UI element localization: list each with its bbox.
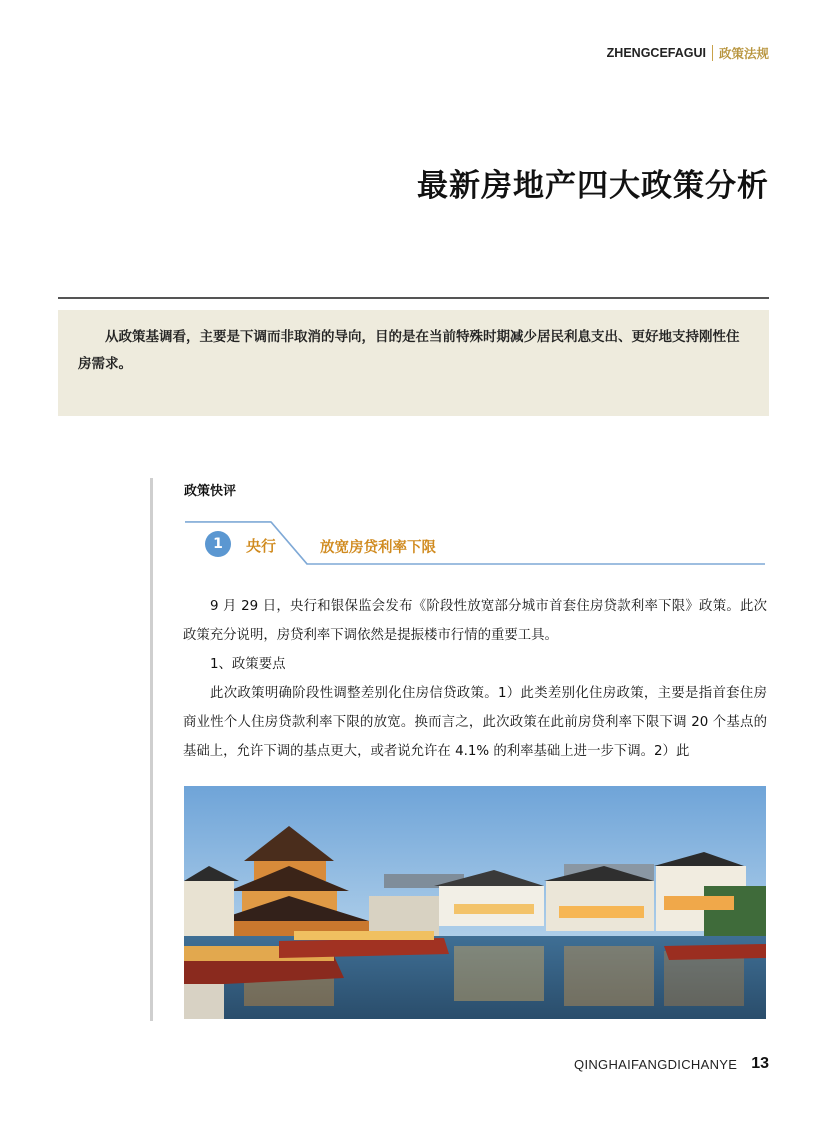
running-footer xyxy=(574,1055,769,1073)
paragraph: 9 月 29 日，央行和银保监会发布《阶段性放宽部分城市首套住房贷款利率下限》政策。此次政策充分说明，房贷利率下调依然是提振楼市行情的重要工具。 xyxy=(183,599,767,643)
section-name-en: ZHENGCEFAGUI xyxy=(606,46,706,60)
running-header xyxy=(607,44,769,62)
paragraph: 此次政策明确阶段性调整差别化住房信贷政策。1）此类差别化住房政策，主要是指首套住房商业性个人住房贷款利率下限的放宽。换而言之，此次政策在此前房贷利率下限下调 20 个基点的基础上，允许下调的基点更大，或者说允许在 4.1% 的利率基础上进一步下调。2）此 xyxy=(183,686,767,759)
page-number: 13 xyxy=(751,1055,769,1072)
subheading: 1、政策要点 xyxy=(210,657,286,672)
body-text xyxy=(183,592,767,766)
title-rule xyxy=(58,297,769,299)
section-label: 政策快评 xyxy=(184,484,237,499)
banner-number: 1 xyxy=(205,531,231,557)
lead-box xyxy=(58,310,769,416)
lead-text: 从政策基调看，主要是下调而非取消的导向，目的是在当前特殊时期减少居民利息支出、更好地支持刚性住房需求。 xyxy=(78,329,740,372)
riverside-photo xyxy=(184,786,766,1019)
banner-heading: 放宽房贷利率下限 xyxy=(320,540,436,556)
article-title: 最新房地产四大政策分析 xyxy=(417,168,769,204)
magazine-name: QINGHAIFANGDICHANYE xyxy=(574,1056,738,1072)
banner-tag: 央行 xyxy=(246,537,277,555)
section-name-cn: 政策法规 xyxy=(718,46,769,61)
column-bar xyxy=(150,478,153,1021)
header-divider xyxy=(712,45,713,61)
riverside-photo-art xyxy=(184,786,766,1019)
section-banner xyxy=(183,518,767,568)
